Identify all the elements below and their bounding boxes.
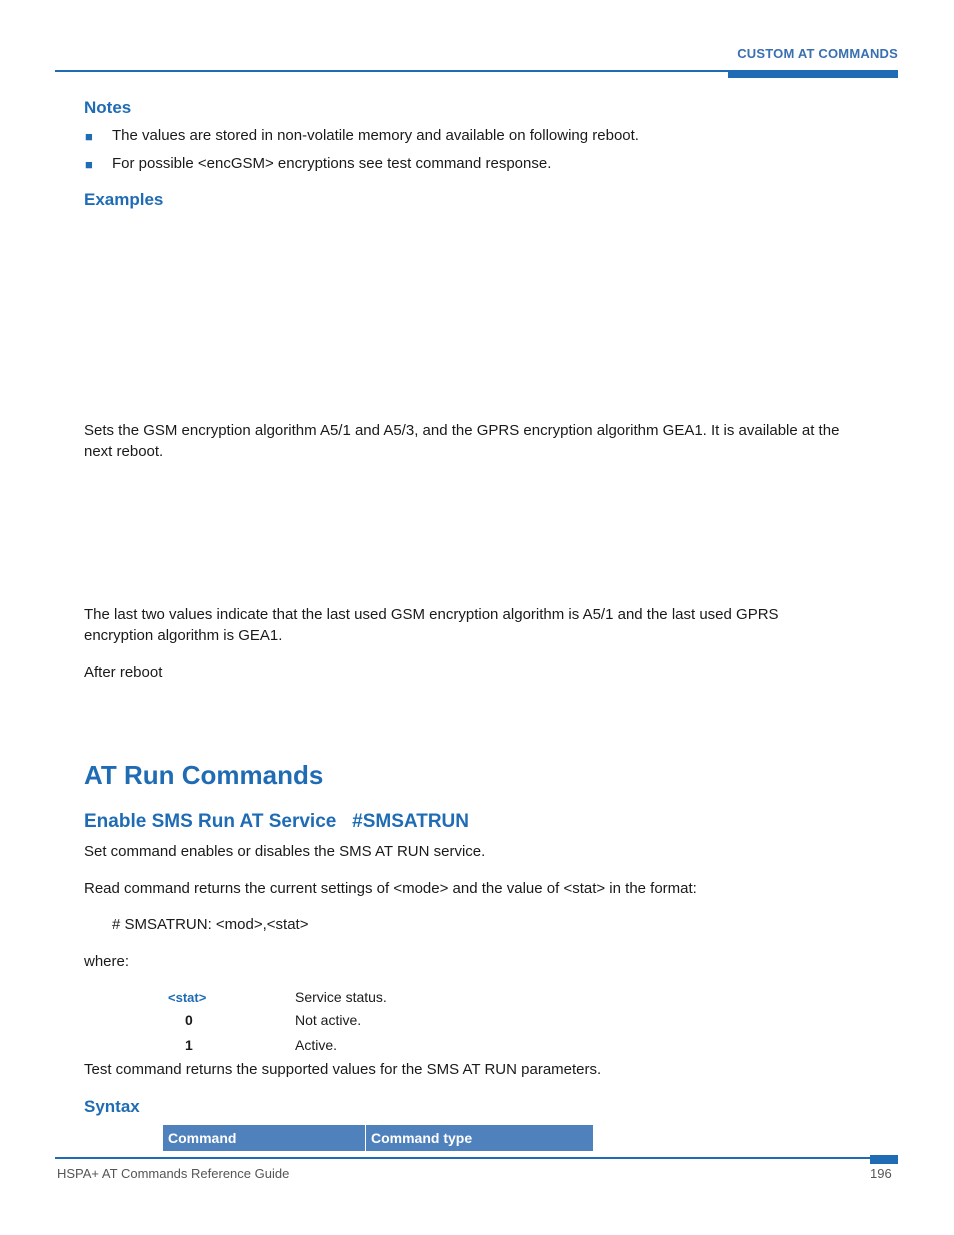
bullet-square-icon: ■ <box>85 157 93 172</box>
read-command-description: Read command returns the current settings of <mode> and the value of <stat> in the format: <box>84 880 697 897</box>
syntax-table-header <box>163 1125 593 1151</box>
example-paragraph-3: After reboot <box>84 664 163 681</box>
section-title: AT Run Commands <box>84 760 324 790</box>
param-value-0: 0 <box>185 1012 193 1028</box>
bullet-square-icon: ■ <box>85 129 93 144</box>
header-tab <box>728 70 898 78</box>
note-item-2: For possible <encGSM> encryptions see test command response. <box>112 155 552 172</box>
page-number: 196 <box>870 1166 892 1181</box>
example-paragraph-2-line-2: encryption algorithm is GEA1. <box>84 627 283 644</box>
note-item-1: The values are stored in non-volatile memory and available on following reboot. <box>112 127 639 144</box>
syntax-heading: Syntax <box>84 1097 140 1116</box>
subsection-title: Enable SMS Run AT Service #SMSATRUN <box>84 811 470 832</box>
footer-rule <box>55 1157 898 1159</box>
running-header: CUSTOM AT COMMANDS <box>737 46 898 61</box>
footer-tab <box>870 1155 898 1164</box>
examples-heading: Examples <box>84 190 164 209</box>
response-format: # SMSATRUN: <mod>,<stat> <box>112 916 309 933</box>
where-label: where: <box>84 953 130 970</box>
param-description: Service status. <box>295 989 387 1005</box>
param-name: <stat> <box>168 990 207 1005</box>
param-value-1-description: Active. <box>295 1037 338 1053</box>
example-paragraph-1-line-2: next reboot. <box>84 443 164 460</box>
column-header-command: Command <box>163 1125 366 1151</box>
column-header-command-type: Command type <box>371 1130 473 1146</box>
set-command-description: Set command enables or disables the SMS AT RUN service. <box>84 843 486 860</box>
test-command-description: Test command returns the supported values for the SMS AT RUN parameters. <box>84 1061 602 1078</box>
param-value-0-description: Not active. <box>295 1012 362 1028</box>
example-paragraph-2-line-1: The last two values indicate that the last used GSM encryption algorithm is A5/1 and the last used GPRS <box>84 606 779 623</box>
notes-heading: Notes <box>84 98 132 117</box>
footer-document-title: HSPA+ AT Commands Reference Guide <box>57 1166 290 1181</box>
param-value-1: 1 <box>185 1037 193 1053</box>
example-paragraph-1-line-1: Sets the GSM encryption algorithm A5/1 and A5/3, and the GPRS encryption algorithm GEA1. It is available at the <box>84 422 840 439</box>
